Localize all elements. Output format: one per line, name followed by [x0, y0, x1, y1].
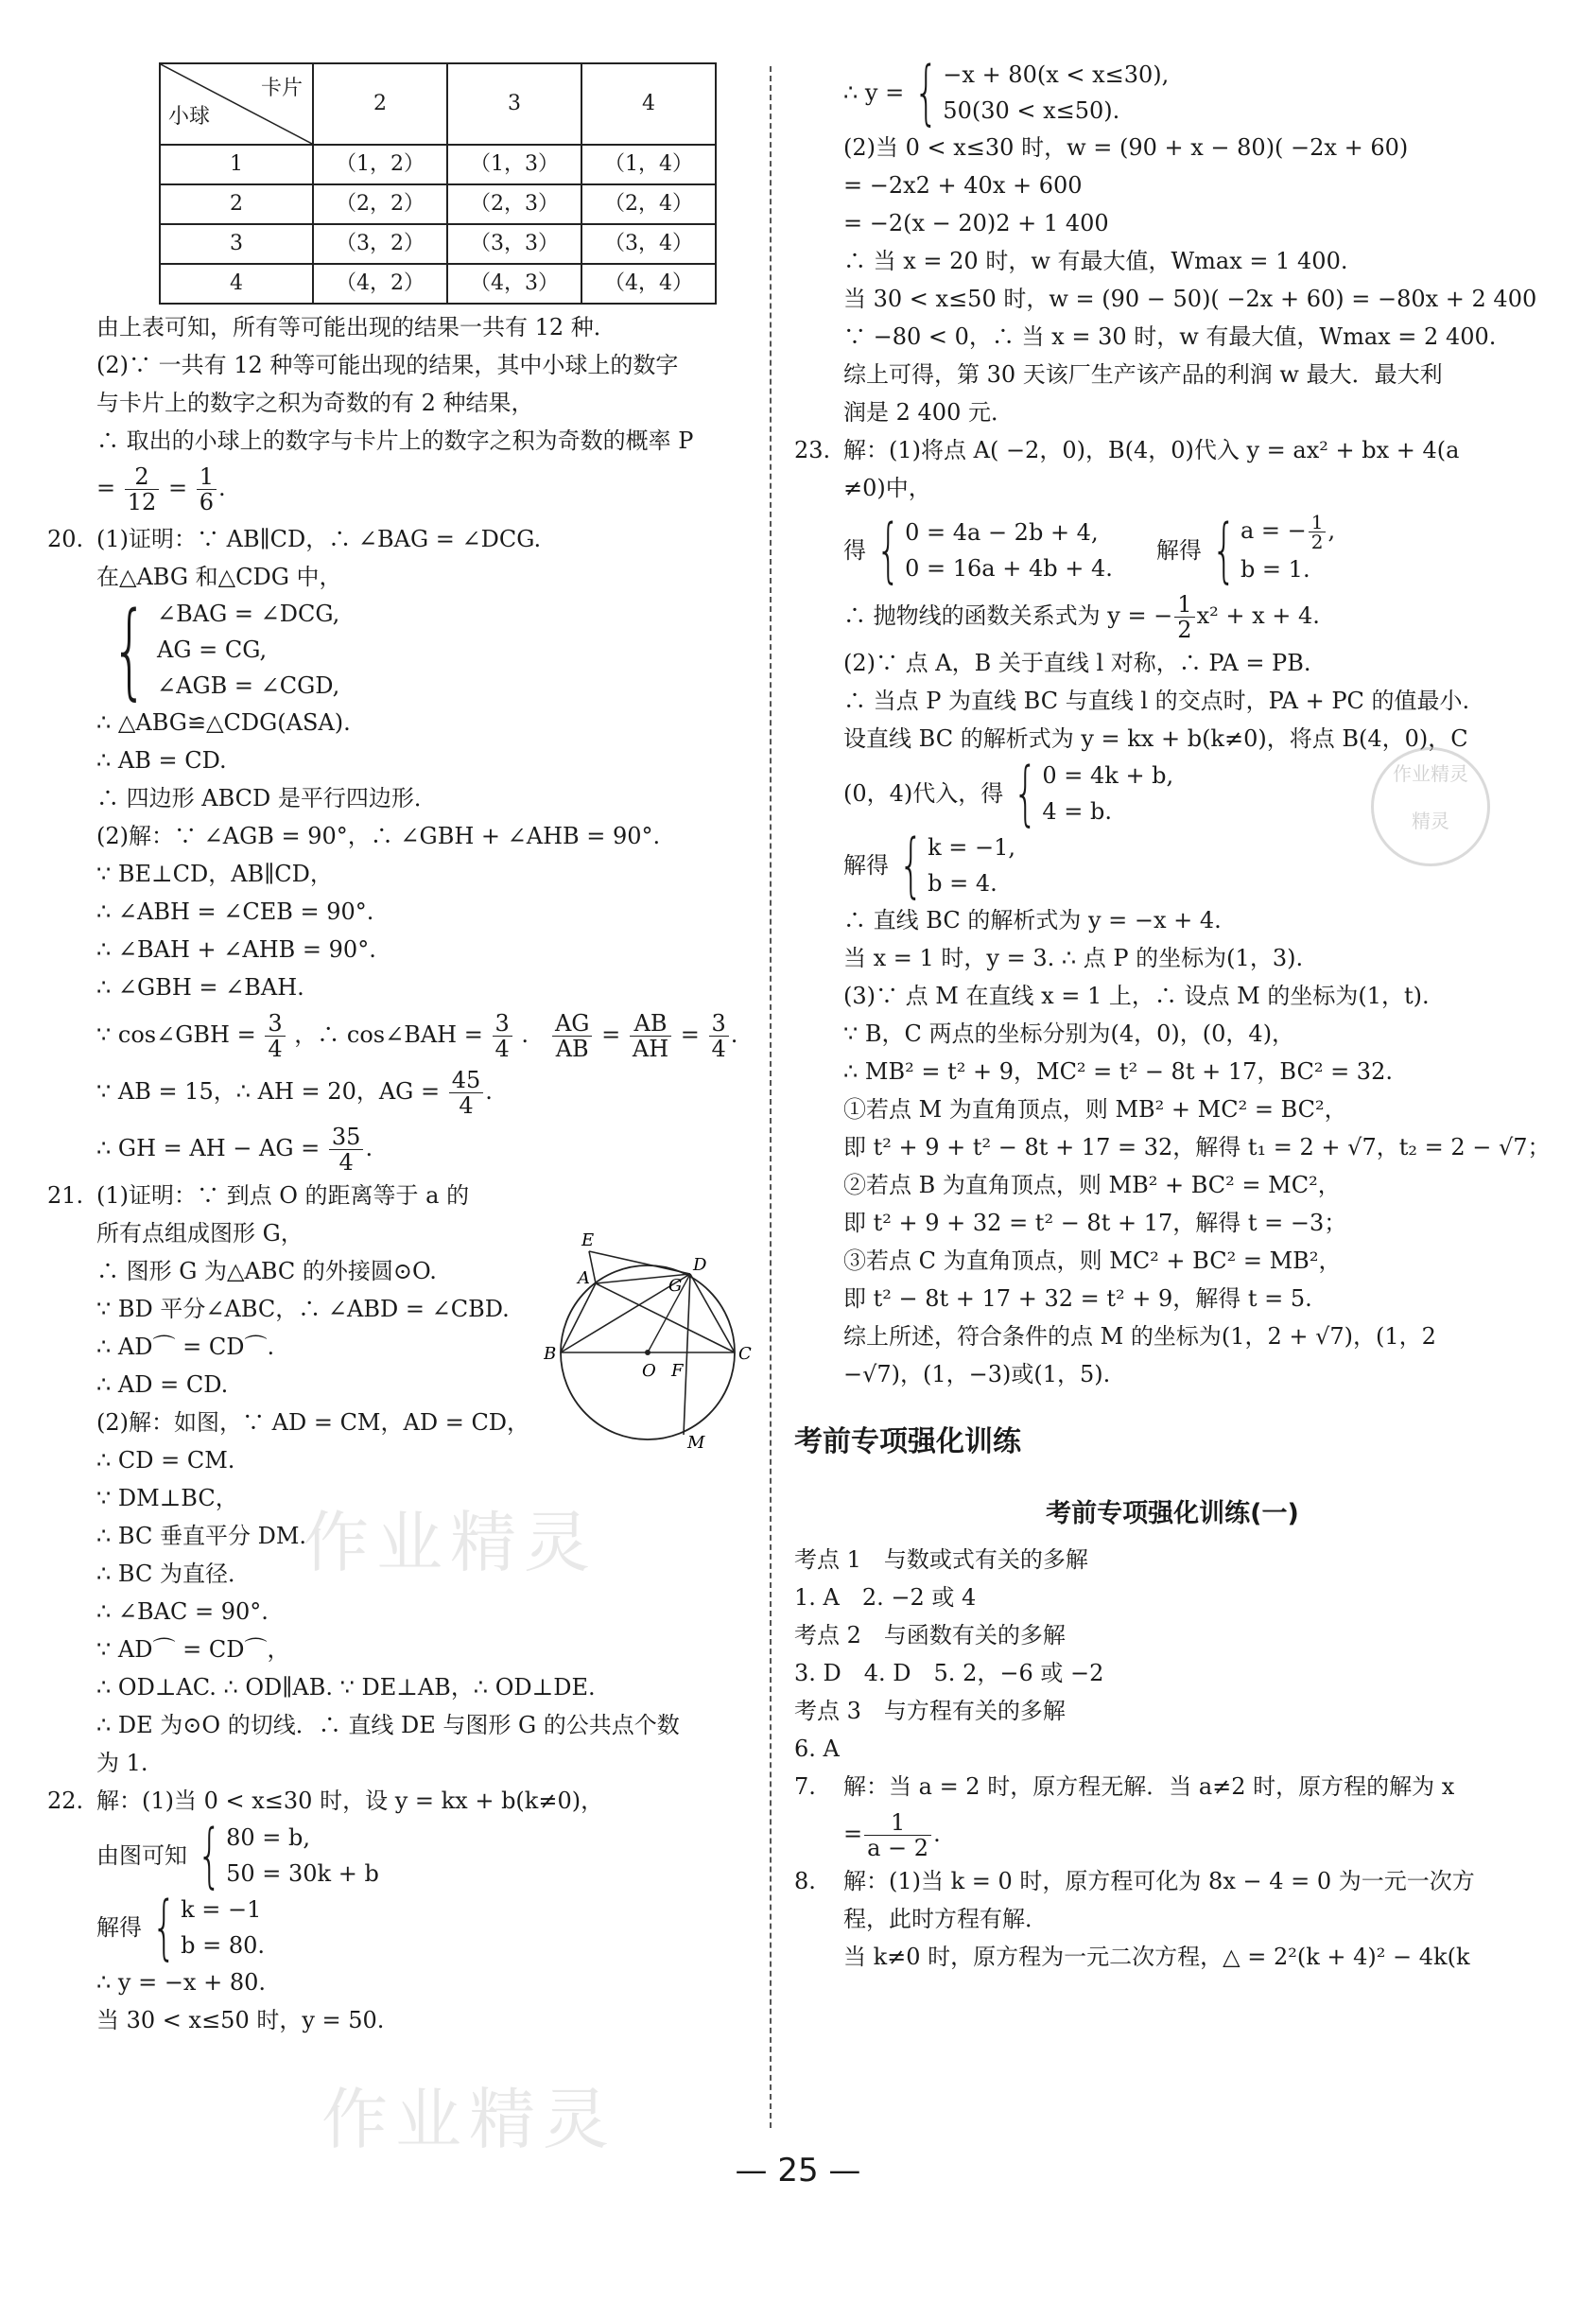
text-line: 润是 2 400 元．	[843, 399, 1014, 426]
circle-figure	[544, 1225, 761, 1452]
column-divider	[770, 66, 772, 2128]
gh-line: ∴ GH = AH − AG = $\frac{35}{4}$ .	[96, 1124, 373, 1176]
text-line: 即 t² + 9 + 32 = t² − 8t + 17，解得 t = −3；	[843, 1210, 1347, 1236]
text-line: 在△ABG 和△CDG 中，	[96, 564, 342, 590]
text-line: 即 t² − 8t + 17 + 32 = t² + 9，解得 t = 5.	[843, 1285, 1312, 1312]
text-line: ∵ −80 < 0，∴ 当 x = 30 时，w 有最大值，Wmax = 2 400.	[843, 323, 1497, 350]
text-line: 综上可得，第 30 天该厂生产该产品的利润 w 最大．最大利	[843, 361, 1443, 388]
label-c: C	[738, 1344, 752, 1364]
text-line: ∴ AB = CD.	[96, 747, 227, 774]
text-line: ∵ BD 平分∠ABC，∴ ∠ABD = ∠CBD.	[96, 1296, 510, 1322]
row-header: 1	[160, 145, 313, 184]
text-line: 设直线 BC 的解析式为 y = kx + b(k≠0)，将点 B(4，0)，C	[843, 725, 1468, 752]
col-header: 3	[447, 63, 581, 145]
question-number: 23.	[794, 437, 831, 463]
equation-system: 解得 { k = −1 b = 80.	[96, 1887, 265, 1968]
text-line: ≠0)中，	[843, 475, 931, 501]
label-f: F	[671, 1361, 684, 1381]
text-line: 当 30 < x≤50 时，w = (90 − 50)( −2x + 60) = −80x + 2 400	[843, 286, 1537, 312]
q7: 7. 解：当 a = 2 时，原方程无解．当 a≠2 时，原方程的解为 x = $\frac{1}{a - 2}$ .	[794, 1768, 1551, 1862]
text-line: ∴ ∠BAH + ∠AHB = 90°.	[96, 936, 376, 963]
fraction: $\frac{1}{6}$	[197, 464, 217, 515]
text-line: ∴ DE 为⊙O 的切线．∴ 直线 DE 与图形 G 的公共点个数	[96, 1712, 680, 1738]
table-row	[160, 184, 716, 224]
q8: 8. 解：(1)当 k = 0 时，原方程可化为 8x − 4 = 0 为一元一次方 程，此时方程有解． 当 k≠0 时，原方程为一元二次方程，△ = 2²(k + 4)² − 4k(k	[794, 1862, 1551, 1976]
q23: 23. 解：(1)将点 A( −2，0)，B(4，0)代入 y = ax² + bx + 4(a ≠0)中， 得 { 0 = 4a − 2b + 4, 0 = 16a + 4b + 4. 解得 { a = − $\frac{1}{2}$ , b = 1. ∴ 抛物线的函数关系式为 y = − $\frac{1}{2}$ x² + x + 4. (2)∵ 点 A，B 关于直线 l 对称，∴ PA = PB. ∴ 当点 P 为直线 BC 与直线 l 的交点时，PA + PC 的值最小. 设直线 BC 的解析式为 y = kx + b(k≠0)，将点 B(4，0)，C (0，4)代入，得 { 0 = 4k + b, 4 = b. 解得 { k = −1, b = 4. ∴ 直线 BC 的解析式为 y = −x + 4. 当 x = 1 时，y = 3. ∴ 点 P 的坐标为(1，3). (3)∵ 点 M 在直线 x = 1 上，∴ 设点 M 的坐标为(1，t). ∵ B，C 两点的坐标分别为(4，0)，(0，4)， ∴ MB² = t² + 9，MC² = t² − 8t + 17，BC² = 32. ①若点 M 为直角顶点，则 MB² + MC² = BC²， 即 t² + 9 + t² − 8t + 17 = 32，解得 t₁ = 2 + √7，t₂ = 2 − √7； ②若点 B 为直角顶点，则 MB² + BC² = MC²， 即 t² + 9 + 32 = t² − 8t + 17，解得 t = −3； ③若点 C 为直角顶点，则 MC² + BC² = MB²， 即 t² − 8t + 17 + 32 = t² + 9，解得 t = 5. 综上所述，符合条件的点 M 的坐标为(1，2 + √7)，(1，2 −√7)，(1，−3)或(1，5).	[794, 431, 1551, 1393]
header-card: 卡片	[260, 77, 303, 100]
text-line: ∴ ∠ABH = ∠CEB = 90°.	[96, 898, 374, 925]
fraction: $\frac{2}{12}$	[125, 464, 160, 515]
text-line: 综上所述，符合条件的点 M 的坐标为(1，2 + √7)，(1，2	[843, 1323, 1436, 1350]
text-line: (3)∵ 点 M 在直线 x = 1 上，∴ 设点 M 的坐标为(1，t).	[843, 983, 1430, 1009]
text-line: (2)解：如图，∵ AD = CM，AD = CD，	[96, 1409, 530, 1436]
text-line: ∴ 直线 BC 的解析式为 y = −x + 4.	[843, 907, 1222, 933]
equation-system: 由图可知 { 80 = b, 50 = 30k + b	[96, 1815, 379, 1896]
label-e: E	[581, 1230, 595, 1250]
text-line: (2)∵ 一共有 12 种等可能出现的结果，其中小球上的数字	[96, 352, 679, 378]
section-title: 考前专项强化训练	[794, 1425, 1021, 1458]
label-g: G	[668, 1276, 683, 1296]
text-line: 为 1.	[96, 1750, 148, 1776]
text-line: (2)∵ 点 A，B 关于直线 l 对称，∴ PA = PB.	[843, 650, 1311, 676]
equation-system: (0，4)代入，得 { 0 = 4k + b, 4 = b.	[843, 753, 1174, 834]
text-line: ∴ 四边形 ABCD 是平行四边形．	[96, 785, 437, 811]
text-line: ∴ ∠BAC = 90°.	[96, 1598, 269, 1625]
ag-line: ∵ AB = 15，∴ AH = 20，AG = $\frac{45}{4}$ .	[96, 1067, 493, 1119]
table-corner-header	[160, 63, 313, 145]
table-row	[160, 145, 716, 184]
label-a: A	[578, 1268, 590, 1288]
text-line: (2)当 0 < x≤30 时，w = (90 + x − 80)( −2x + 60)	[843, 134, 1409, 161]
text-line: 由上表可知，所有等可能出现的结果一共有 12 种．	[96, 314, 616, 340]
row-header: 3	[160, 224, 313, 264]
question-number: 8.	[794, 1868, 816, 1894]
table-cell: （1，2）	[313, 145, 447, 184]
text-line: ∴ ∠GBH = ∠BAH.	[96, 974, 304, 1001]
text-line: −√7)，(1，−3)或(1，5).	[843, 1361, 1111, 1387]
text-line: ∵ DM⊥BC，	[96, 1485, 238, 1511]
equation-system: 得 { 0 = 4a − 2b + 4, 0 = 16a + 4b + 4. 解得 { a = − $\frac{1}{2}$ , b = 1.	[843, 509, 1336, 591]
text-line: 当 k≠0 时，原方程为一元二次方程，△ = 2²(k + 4)² − 4k(k	[843, 1944, 1470, 1970]
probability-line: = $\frac{2}{12}$ = $\frac{1}{6}$ .	[96, 463, 226, 515]
text-line: = −2(x − 20)2 + 1 400	[843, 210, 1109, 236]
text-line: = −2x2 + 40x + 600	[843, 172, 1083, 199]
question-number: 21.	[47, 1182, 84, 1209]
parabola-line: ∴ 抛物线的函数关系式为 y = − $\frac{1}{2}$ x² + x + 4.	[843, 591, 1320, 643]
text-line: 当 30 < x≤50 时，y = 50.	[96, 2007, 385, 2033]
table-cell: （3，3）	[447, 224, 581, 264]
text-line: ∴ MB² = t² + 9，MC² = t² − 8t + 17，BC² = 32.	[843, 1058, 1393, 1085]
watermark: 作业精灵	[321, 2081, 616, 2158]
text-line: ∴ BC 垂直平分 DM.	[96, 1523, 307, 1549]
text-line: ∵ AD⌒ = CD⌒，	[96, 1636, 290, 1663]
text-line: ∴ △ABG≌△CDG(ASA).	[96, 709, 351, 736]
question-number: 7.	[794, 1773, 816, 1800]
equation-system: ∴ y = { −x + 80(x < x≤30), 50(30 < x≤50).	[843, 52, 1170, 133]
q22: 22. 解：(1)当 0 < x≤30 时，设 y = kx + b(k≠0)， 由图可知 { 80 = b, 50 = 30k + b 解得 { k = −1 b = 80. ∴ y = −x + 80. 当 30 < x≤50 时，y = 50.	[47, 1782, 766, 2039]
text-line: ∴ 当点 P 为直线 BC 与直线 l 的交点时，PA + PC 的值最小.	[843, 688, 1470, 714]
answers-block	[794, 1541, 1551, 1768]
watermark: 作业精灵	[303, 1504, 598, 1581]
text-line: ∵ BE⊥CD，AB∥CD，	[96, 861, 333, 887]
question-number: 20.	[47, 526, 84, 552]
table-cell: （2，3）	[447, 184, 581, 224]
text-line: 程，此时方程有解．	[843, 1906, 1048, 1932]
left-column	[47, 57, 766, 2039]
row-header: 2	[160, 184, 313, 224]
table-cell: （4，4）	[581, 264, 716, 304]
topic-heading: 考点 2 与函数有关的多解	[794, 1622, 1066, 1648]
q21: 21. (1)证明：∵ 到点 O 的距离等于 a 的 所有点组成图形 G， ∴ 图形 G 为△ABC 的外接圆⊙O. ∵ BD 平分∠ABC，∴ ∠ABD = ∠CBD. ∴ AD⌒ = CD⌒. ∴ AD = CD. (2)解：如图，∵ AD = CM，AD = CD， ∴ CD = CM. ∵ DM⊥BC， ∴ BC 垂直平分 DM. ∴ BC 为直径． ∴ ∠BAC = 90°. ∵ AD⌒ = CD⌒， ∴ OD⊥AC. ∴ OD∥AB. ∵ DE⊥AB，∴ OD⊥DE. ∴ DE 为⊙O 的切线．∴ 直线 DE 与图形 G 的公共点个数 为 1.	[47, 1177, 766, 1782]
text-line: ①若点 M 为直角顶点，则 MB² + MC² = BC²，	[843, 1096, 1347, 1123]
q20: 20. (1)证明：∵ AB∥CD，∴ ∠BAG = ∠DCG. 在△ABG 和△CDG 中， { ∠BAG = ∠DCG, AG = CG, ∠AGB = ∠CGD, ∴ △ABG≌△CDG(ASA). ∴ AB = CD. ∴ 四边形 ABCD 是平行四边形． (2)解：∵ ∠AGB = 90°，∴ ∠GBH + ∠AHB = 90°. ∵ BE⊥CD，AB∥CD， ∴ ∠ABH = ∠CEB = 90°. ∴ ∠BAH + ∠AHB = 90°. ∴ ∠GBH = ∠BAH. ∵ cos∠GBH = $\frac{3}{4}$ ，∴ cos∠BAH = $\frac{3}{4}$ . $\frac{AG}{AB}$ = $\frac{AB}{AH}$ = $\frac{3}{4}$ . ∵ AB = 15，∴ AH = 20，AG = $\frac{45}{4}$ . ∴ GH = AH − AG = $\frac{35}{4}$ .	[47, 520, 766, 1177]
col-header: 4	[581, 63, 716, 145]
table-cell: （4，3）	[447, 264, 581, 304]
text-line: ③若点 C 为直角顶点，则 MC² + BC² = MB²，	[843, 1247, 1342, 1274]
text-line: ∴ 图形 G 为△ABC 的外接圆⊙O.	[96, 1258, 437, 1284]
sub-title: 考前专项强化训练(一)	[1046, 1499, 1299, 1528]
table-cell: （3，4）	[581, 224, 716, 264]
table-cell: （2，4）	[581, 184, 716, 224]
table-cell: （2，2）	[313, 184, 447, 224]
q19-continued	[47, 308, 766, 516]
text-line: 所有点组成图形 G，	[96, 1220, 304, 1247]
topic-heading: 考点 1 与数或式有关的多解	[794, 1546, 1088, 1573]
text-line: (2)解：∵ ∠AGB = 90°，∴ ∠GBH + ∠AHB = 90°.	[96, 823, 661, 849]
answer-line: 3. D 4. D 5. 2，−6 或 −2	[794, 1660, 1104, 1686]
topic-heading: 考点 3 与方程有关的多解	[794, 1698, 1066, 1724]
row-header: 4	[160, 264, 313, 304]
right-column	[794, 52, 1551, 1976]
label-d: D	[693, 1255, 707, 1275]
text-line: ∵ B，C 两点的坐标分别为(4，0)，(0，4)，	[843, 1020, 1295, 1047]
label-m: M	[687, 1433, 705, 1452]
table-cell: （3，2）	[313, 224, 447, 264]
cos-line: ∵ cos∠GBH = $\frac{3}{4}$ ，∴ cos∠BAH = $\frac{3}{4}$ . $\frac{AG}{AB}$ = $\frac{AB}{AH}$ = $\frac{3}{4}$ .	[96, 1010, 738, 1062]
text-line: ∴ 取出的小球上的数字与卡片上的数字之积为奇数的概率 P	[96, 427, 694, 454]
table-cell: （1，3）	[447, 145, 581, 184]
table-cell: （4，2）	[313, 264, 447, 304]
text-line: ∴ 当 x = 20 时，w 有最大值，Wmax = 1 400.	[843, 248, 1348, 274]
text-line: ∴ y = −x + 80.	[96, 1969, 267, 1996]
text-line: ∴ AD = CD.	[96, 1371, 229, 1398]
table-row	[160, 264, 716, 304]
q22-continued	[794, 52, 1551, 431]
table-cell: （1，4）	[581, 145, 716, 184]
label-o: O	[642, 1361, 656, 1381]
text-line: ∴ OD⊥AC. ∴ OD∥AB. ∵ DE⊥AB，∴ OD⊥DE.	[96, 1674, 596, 1701]
question-number: 22.	[47, 1788, 84, 1814]
text-line: ②若点 B 为直角顶点，则 MB² + BC² = MC²，	[843, 1172, 1341, 1198]
header-ball: 小球	[168, 105, 211, 129]
table-row	[160, 224, 716, 264]
answer-line: 1. A 2. −2 或 4	[794, 1584, 977, 1611]
text-line: ∴ CD = CM.	[96, 1447, 235, 1474]
outcome-table	[159, 62, 717, 305]
text-line: 即 t² + 9 + t² − 8t + 17 = 32，解得 t₁ = 2 + √7，t₂ = 2 − √7；	[843, 1134, 1551, 1160]
text-line: 与卡片上的数字之积为奇数的有 2 种结果，	[96, 390, 534, 416]
equation-system: { ∠BAG = ∠DCG, AG = CG, ∠AGB = ∠CGD,	[111, 589, 340, 710]
answer-line: 6. A	[794, 1736, 840, 1762]
text-line: ∴ AD⌒ = CD⌒.	[96, 1334, 275, 1360]
col-header: 2	[313, 63, 447, 145]
page-number: — 25 —	[735, 2152, 861, 2189]
label-b: B	[544, 1344, 557, 1364]
text-line: 当 x = 1 时，y = 3. ∴ 点 P 的坐标为(1，3).	[843, 945, 1304, 971]
eq-sign: =	[96, 475, 116, 501]
equation-system: 解得 { k = −1, b = 4.	[843, 825, 1016, 906]
text-line: ∴ BC 为直径．	[96, 1561, 251, 1587]
watermark-stamp: 作业精灵 精灵	[1371, 747, 1490, 866]
